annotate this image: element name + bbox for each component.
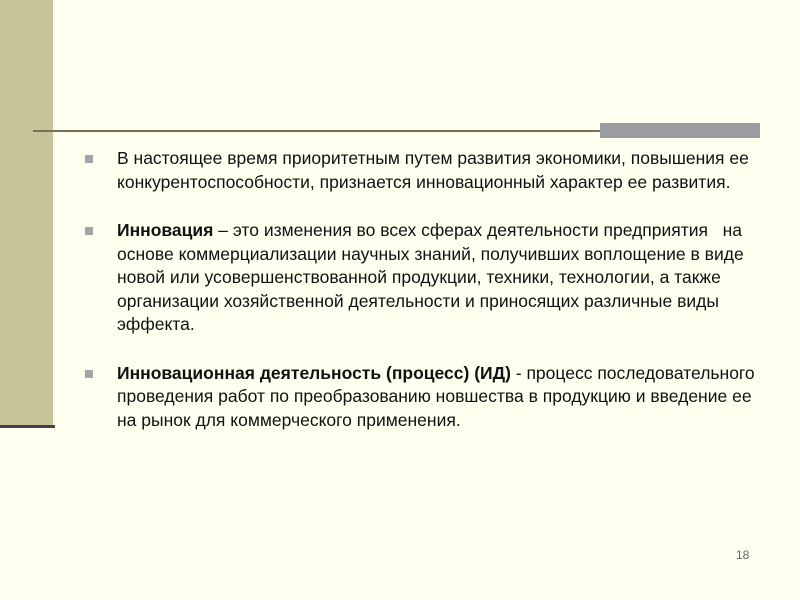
slide-content bbox=[85, 147, 775, 432]
header-rule-accent bbox=[600, 123, 760, 138]
bullet-text: - процесс последовательного проведения работ по преобразованию новшества в продукцию и введение ее на рынок для коммерческого применения. bbox=[117, 362, 755, 430]
decorative-side-bar bbox=[0, 0, 53, 425]
bullet-term: Инновационная деятельность (процесс) (ИД) bbox=[117, 362, 511, 383]
bullet-item bbox=[85, 147, 775, 194]
square-bullet-icon bbox=[85, 370, 93, 378]
bullet-term: Инновация bbox=[117, 220, 214, 240]
bullet-text: В настоящее время приоритетным путем развития экономики, повышения ее конкурентоспособности, признается инновационный характер ее развития. bbox=[117, 148, 749, 192]
square-bullet-icon bbox=[85, 155, 93, 163]
page-number: 18 bbox=[736, 548, 750, 562]
decorative-side-bar-edge bbox=[0, 425, 55, 428]
bullet-item bbox=[85, 362, 775, 433]
bullet-item bbox=[85, 219, 775, 337]
square-bullet-icon bbox=[85, 227, 93, 235]
bullet-text: – это изменения во всех сферах деятельности предприятия на основе коммерциализации научных знаний, получивших воплощение в виде новой или усовершенствованной продукции, техники, технологии, а также организации хозяйственной деятельности и приносящих различные виды эффекта. bbox=[117, 220, 749, 334]
